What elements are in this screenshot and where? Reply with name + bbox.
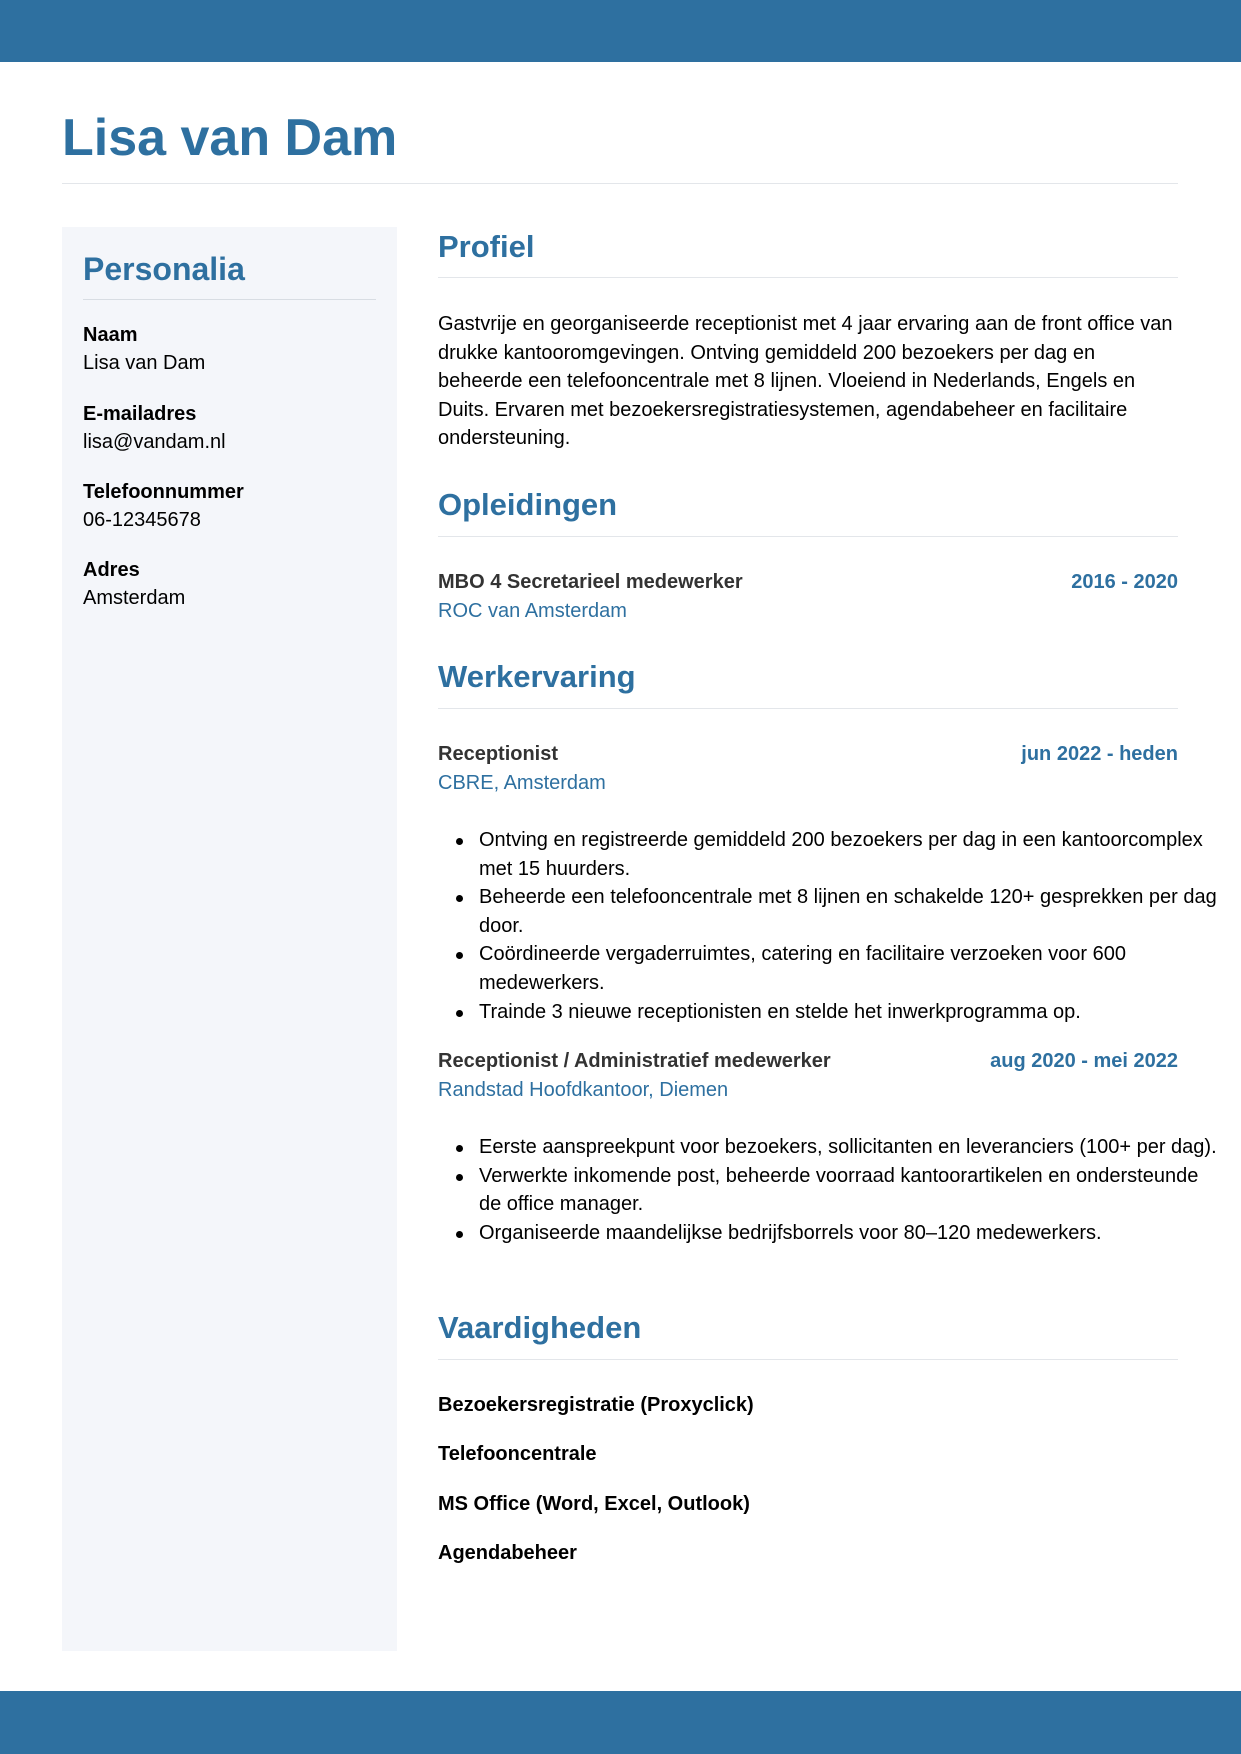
section-divider	[438, 708, 1178, 709]
section-divider	[438, 1359, 1178, 1360]
profile-text: Gastvrije en georganiseerde receptionist met 4 jaar ervaring aan de front office van drukke kantooromgevingen. Ontving gemiddeld 200 bezoekers per dag en beheerde een telefooncentrale met 8 lijnen. Vloeiend in Nederlands, Engels en Duits. Ervaren met bezoekersregistratiesystemen, agendabeheer en facilitaire ondersteuning.	[438, 313, 1173, 449]
list-item: Trainde 3 nieuwe receptionisten en stelde het inwerkprogramma op.	[479, 998, 1219, 1027]
job-date: jun 2022 - heden	[1021, 743, 1178, 765]
field-email	[83, 400, 226, 456]
top-banner	[0, 0, 1241, 62]
field-name	[83, 321, 205, 377]
section-divider	[438, 536, 1178, 537]
personal-info-sidebar	[62, 227, 397, 1651]
job-title: Receptionist / Administratief medewerker	[438, 1050, 831, 1072]
title-divider	[62, 183, 1178, 184]
education-date: 2016 - 2020	[1071, 571, 1178, 593]
sidebar-heading: Personalia	[83, 251, 245, 287]
field-value: lisa@vandam.nl	[83, 431, 226, 453]
skill-item: Bezoekersregistratie (Proxyclick)	[438, 1394, 754, 1416]
skill-item: Telefooncentrale	[438, 1443, 597, 1465]
list-item: Eerste aanspreekpunt voor bezoekers, sollicitanten en leveranciers (100+ per dag).	[479, 1133, 1219, 1162]
job-employer: CBRE, Amsterdam	[438, 772, 606, 794]
field-label: Naam	[83, 324, 138, 346]
job-duties-list	[438, 1133, 1219, 1247]
field-label: E-mailadres	[83, 403, 197, 425]
section-divider	[438, 277, 1178, 278]
field-label: Adres	[83, 559, 140, 581]
field-phone	[83, 478, 244, 534]
skill-item: Agendabeheer	[438, 1542, 577, 1564]
field-address	[83, 556, 185, 612]
section-heading-education: Opleidingen	[438, 487, 618, 522]
field-value: 06-12345678	[83, 509, 201, 531]
field-label: Telefoonnummer	[83, 481, 244, 503]
education-title: MBO 4 Secretarieel medewerker	[438, 571, 743, 593]
field-value: Lisa van Dam	[83, 352, 206, 374]
page-title: Lisa van Dam	[62, 109, 398, 167]
section-heading-experience: Werkervaring	[438, 659, 636, 694]
job-date: aug 2020 - mei 2022	[990, 1050, 1178, 1072]
job-employer: Randstad Hoofdkantoor, Diemen	[438, 1079, 729, 1101]
list-item: Coördineerde vergaderruimtes, catering en facilitaire verzoeken voor 600 medewerkers.	[479, 940, 1219, 997]
education-school: ROC van Amsterdam	[438, 600, 627, 622]
job-title: Receptionist	[438, 743, 559, 765]
bottom-banner	[0, 1691, 1241, 1754]
sidebar-divider	[83, 299, 376, 300]
field-value: Amsterdam	[83, 587, 186, 609]
section-heading-profile: Profiel	[438, 229, 535, 264]
job-duties-list	[438, 826, 1219, 1026]
list-item: Ontving en registreerde gemiddeld 200 bezoekers per dag in een kantoorcomplex met 15 huurders.	[479, 826, 1219, 883]
list-item: Verwerkte inkomende post, beheerde voorraad kantoorartikelen en ondersteunde de office manager.	[479, 1162, 1219, 1219]
list-item: Beheerde een telefooncentrale met 8 lijnen en schakelde 120+ gesprekken per dag door.	[479, 883, 1219, 940]
list-item: Organiseerde maandelijkse bedrijfsborrels voor 80–120 medewerkers.	[479, 1219, 1219, 1248]
skill-item: MS Office (Word, Excel, Outlook)	[438, 1493, 750, 1515]
section-heading-skills: Vaardigheden	[438, 1310, 642, 1345]
